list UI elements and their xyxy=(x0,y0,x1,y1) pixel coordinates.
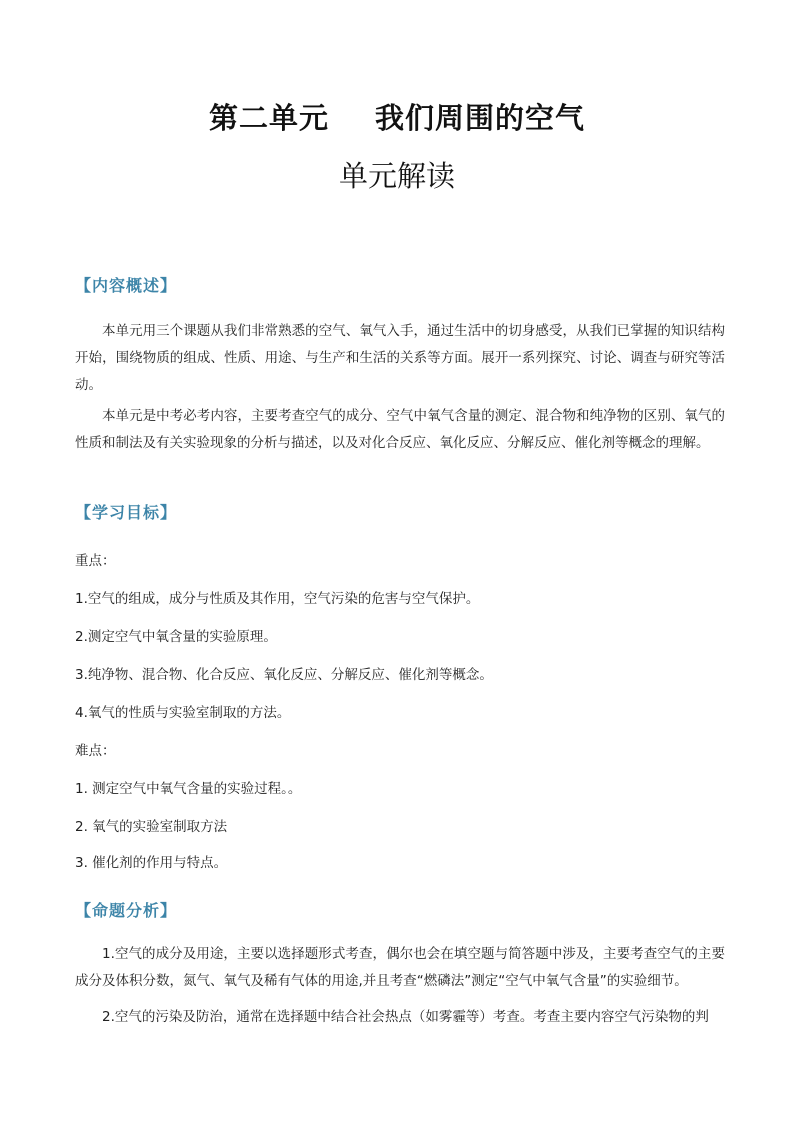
overview-paragraph-2: 本单元是中考必考内容，主要考查空气的成分、空气中氧气含量的测定、混合物和纯净物的区别、氧气的性质和制法及有关实验现象的分析与描述，以及对化合反应、氧化反应、分解反应、催化剂等概念的理解。 xyxy=(75,408,725,451)
unit-subtitle: 单元解读 xyxy=(338,159,455,193)
difficult-point-item: 1. 测定空气中氧气含量的实验过程。。 xyxy=(75,781,302,797)
difficult-points-label: 难点： xyxy=(75,743,116,759)
unit-topic: 我们周围的空气 xyxy=(375,101,586,135)
unit-title xyxy=(0,96,794,137)
key-point-item: 2.测定空气中氧含量的实验原理。 xyxy=(75,629,277,645)
unit-number: 第二单元 xyxy=(208,101,329,135)
difficult-point-item: 3. 催化剂的作用与特点。 xyxy=(75,855,228,871)
goals-heading: 【学习目标】 xyxy=(75,503,178,522)
analysis-paragraph-1: 1.空气的成分及用途，主要以选择题形式考查，偶尔也会在填空题与简答题中涉及，主要考查空气的主要成分及体积分数，氮气、氧气及稀有气体的用途,并且考查“燃磷法”测定“空气中氧气含量”的实验细节。 xyxy=(75,946,725,989)
key-point-item: 3.纯净物、混合物、化合反应、氧化反应、分解反应、催化剂等概念。 xyxy=(75,667,493,683)
analysis-heading: 【命题分析】 xyxy=(75,901,178,920)
key-point-item: 1.空气的组成，成分与性质及其作用，空气污染的危害与空气保护。 xyxy=(75,591,480,607)
difficult-point-item: 2. 氧气的实验室制取方法 xyxy=(75,819,228,835)
key-points-label: 重点： xyxy=(75,553,116,569)
analysis-paragraph-2: 2.空气的污染及防治，通常在选择题中结合社会热点（如雾霾等）考查。考查主要内容空气污染物的判 xyxy=(102,1009,709,1025)
key-point-item: 4.氧气的性质与实验室制取的方法。 xyxy=(75,705,291,721)
overview-heading: 【内容概述】 xyxy=(75,276,178,295)
overview-paragraph-1: 本单元用三个课题从我们非常熟悉的空气、氧气入手，通过生活中的切身感受，从我们已掌握的知识结构开始，围绕物质的组成、性质、用途、与生产和生活的关系等方面。展开一系列探究、讨论、调查与研究等活动。 xyxy=(75,323,725,393)
